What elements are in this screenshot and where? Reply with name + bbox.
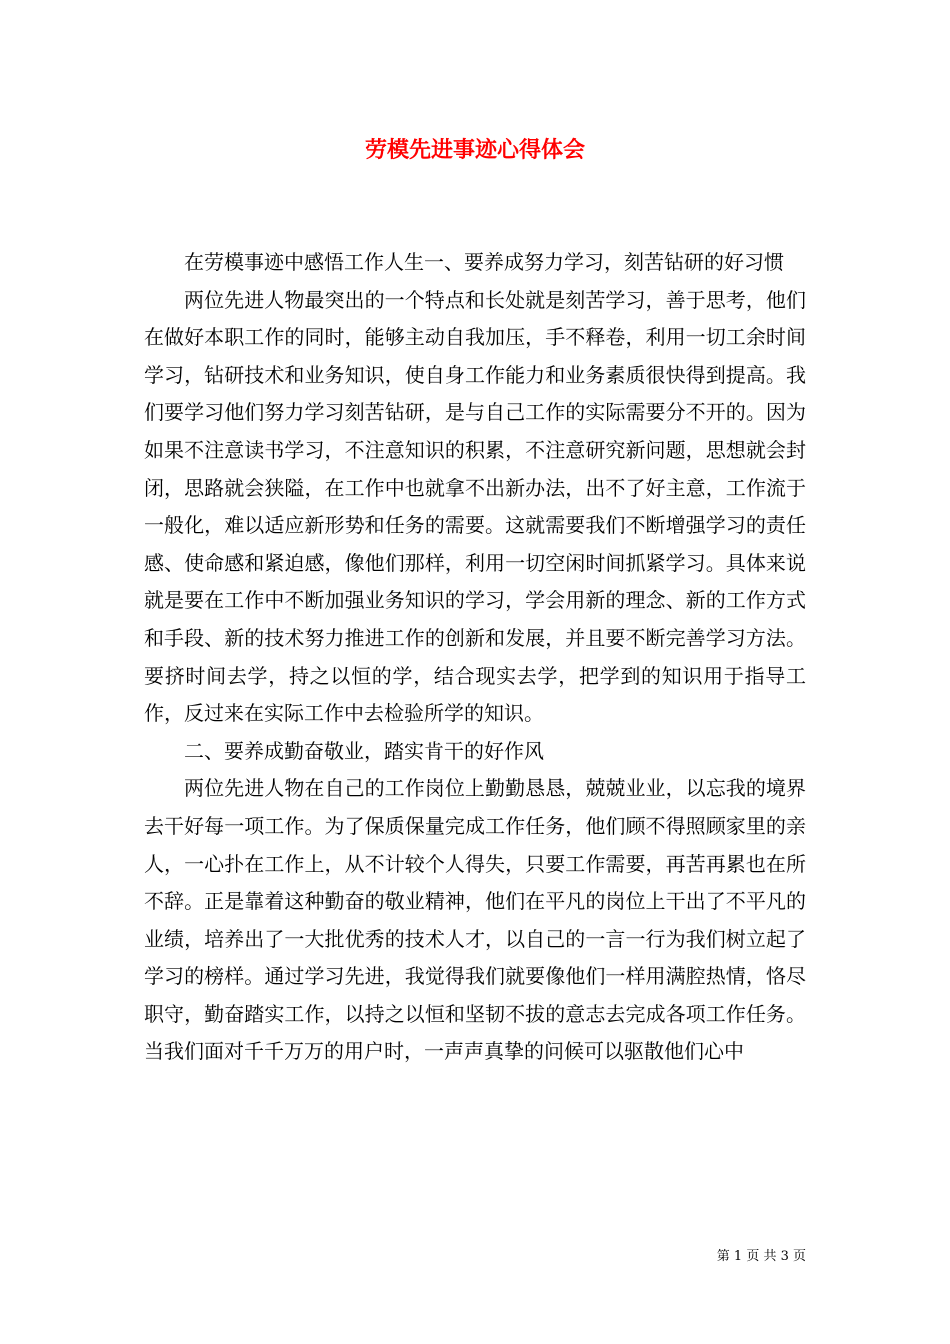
page-number: 第 1 页 共 3 页 [716, 1249, 806, 1264]
paragraph-heading-2: 二、要养成勤奋敬业，踏实肯干的好作风 [184, 738, 544, 763]
document-title: 劳模先进事迹心得体会 [364, 137, 585, 163]
paragraph-heading-1: 在劳模事迹中感悟工作人生一、要养成努力学习，刻苦钻研的好习惯 [184, 250, 784, 274]
paragraph-2: 两位先进人物在自己的工作岗位上勤勤恳恳，兢兢业业，以忘我的境界去干好每一项工作。为了保质保量完成工作任务，他们顾不得照顾家里的亲人，一心扑在工作上，从不计较个人得失，只要工作需要，再苦再累也在所不辞。正是靠着这种勤奋的敬业精神，他们在平凡的岗位上干出了不平凡的业绩，培养出了一大批优秀的技术人才，以自己的一言一行为我们树立起了学习的榜样。通过学习先进，我觉得我们就要像他们一样用满腔热情，恪尽职守，勤奋踏实工作，以持之以恒和坚韧不拔的意志去完成各项工作任务。当我们面对千千万万的用户时，一声声真挚的问候可以驱散他们心中 [144, 776, 806, 1064]
document-body [144, 244, 806, 1071]
paragraph-1: 两位先进人物最突出的一个特点和长处就是刻苦学习，善于思考，他们在做好本职工作的同时，能够主动自我加压，手不释卷，利用一切工余时间学习，钻研技术和业务知识，使自身工作能力和业务素质很快得到提高。我们要学习他们努力学习刻苦钻研，是与自己工作的实际需要分不开的。因为如果不注意读书学习，不注意知识的积累，不注意研究新问题，思想就会封闭，思路就会狭隘，在工作中也就拿不出新办法，出不了好主意，工作流于一般化，难以适应新形势和任务的需要。这就需要我们不断增强学习的责任感、使命感和紧迫感，像他们那样，利用一切空闲时间抓紧学习。具体来说就是要在工作中不断加强业务知识的学习，学会用新的理念、新的工作方式和手段、新的技术努力推进工作的创新和发展，并且要不断完善学习方法。要挤时间去学，持之以恒的学，结合现实去学，把学到的知识用于指导工作，反过来在实际工作中去检验所学的知识。 [144, 287, 806, 726]
